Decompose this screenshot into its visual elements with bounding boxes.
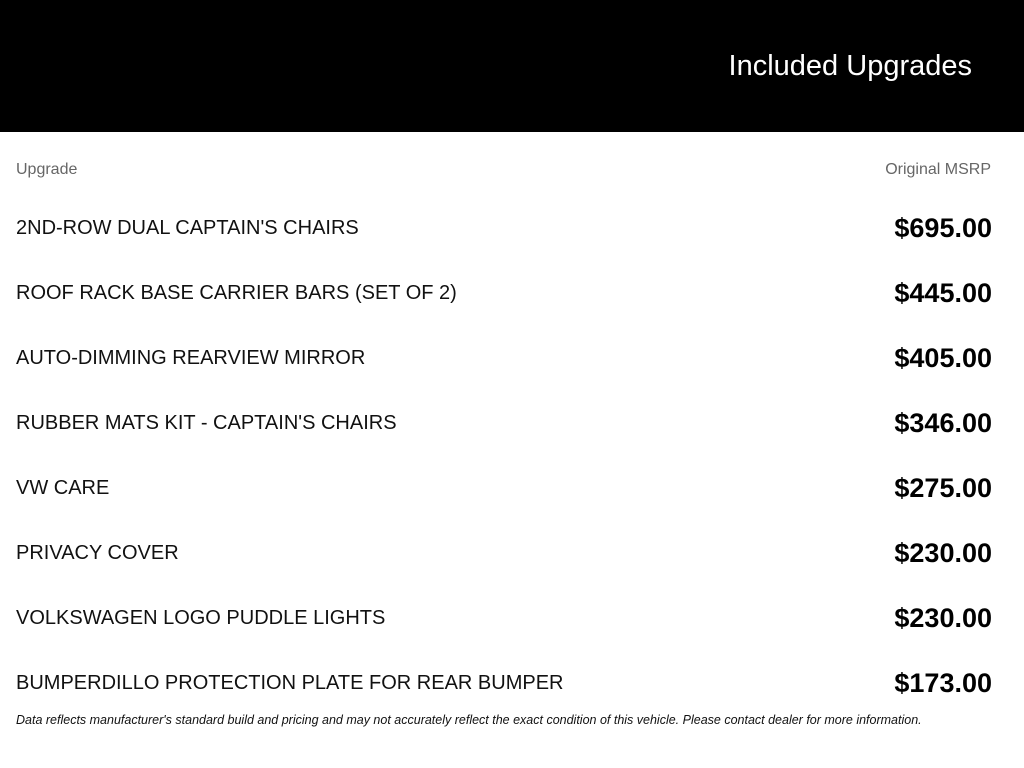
upgrade-row: [0, 321, 1024, 386]
upgrade-price: $346.00: [894, 408, 992, 438]
header-banner: [0, 0, 1024, 132]
upgrade-row: [0, 191, 1024, 256]
column-header-upgrade: Upgrade: [16, 161, 78, 178]
upgrade-name: VOLKSWAGEN LOGO PUDDLE LIGHTS: [16, 607, 386, 629]
upgrade-price: $695.00: [894, 213, 992, 243]
upgrade-price: $445.00: [894, 278, 992, 308]
upgrade-price: $173.00: [894, 668, 992, 698]
upgrade-price: $230.00: [894, 538, 992, 568]
disclaimer-text: Data reflects manufacturer's standard build and pricing and may not accurately reflect the exact condition of this vehicle. Please contact dealer for more information.: [16, 713, 922, 727]
upgrade-price: $275.00: [894, 473, 992, 503]
upgrade-name: 2ND-ROW DUAL CAPTAIN'S CHAIRS: [16, 217, 359, 239]
upgrade-row: [0, 256, 1024, 321]
upgrade-row: [0, 516, 1024, 581]
upgrade-price: $405.00: [894, 343, 992, 373]
upgrade-price: $230.00: [894, 603, 992, 633]
upgrade-name: BUMPERDILLO PROTECTION PLATE FOR REAR BUMPER: [16, 672, 564, 694]
column-header-original-msrp: Original MSRP: [885, 161, 991, 178]
upgrade-row: [0, 646, 1024, 711]
upgrade-name: RUBBER MATS KIT - CAPTAIN'S CHAIRS: [16, 412, 397, 434]
upgrade-row: [0, 581, 1024, 646]
upgrade-name: AUTO-DIMMING REARVIEW MIRROR: [16, 347, 366, 369]
upgrade-name: VW CARE: [16, 477, 110, 499]
upgrade-row: [0, 451, 1024, 516]
upgrade-row: [0, 386, 1024, 451]
upgrade-name: ROOF RACK BASE CARRIER BARS (SET OF 2): [16, 282, 457, 304]
upgrade-name: PRIVACY COVER: [16, 542, 179, 564]
page-title: Included Upgrades: [728, 50, 972, 82]
